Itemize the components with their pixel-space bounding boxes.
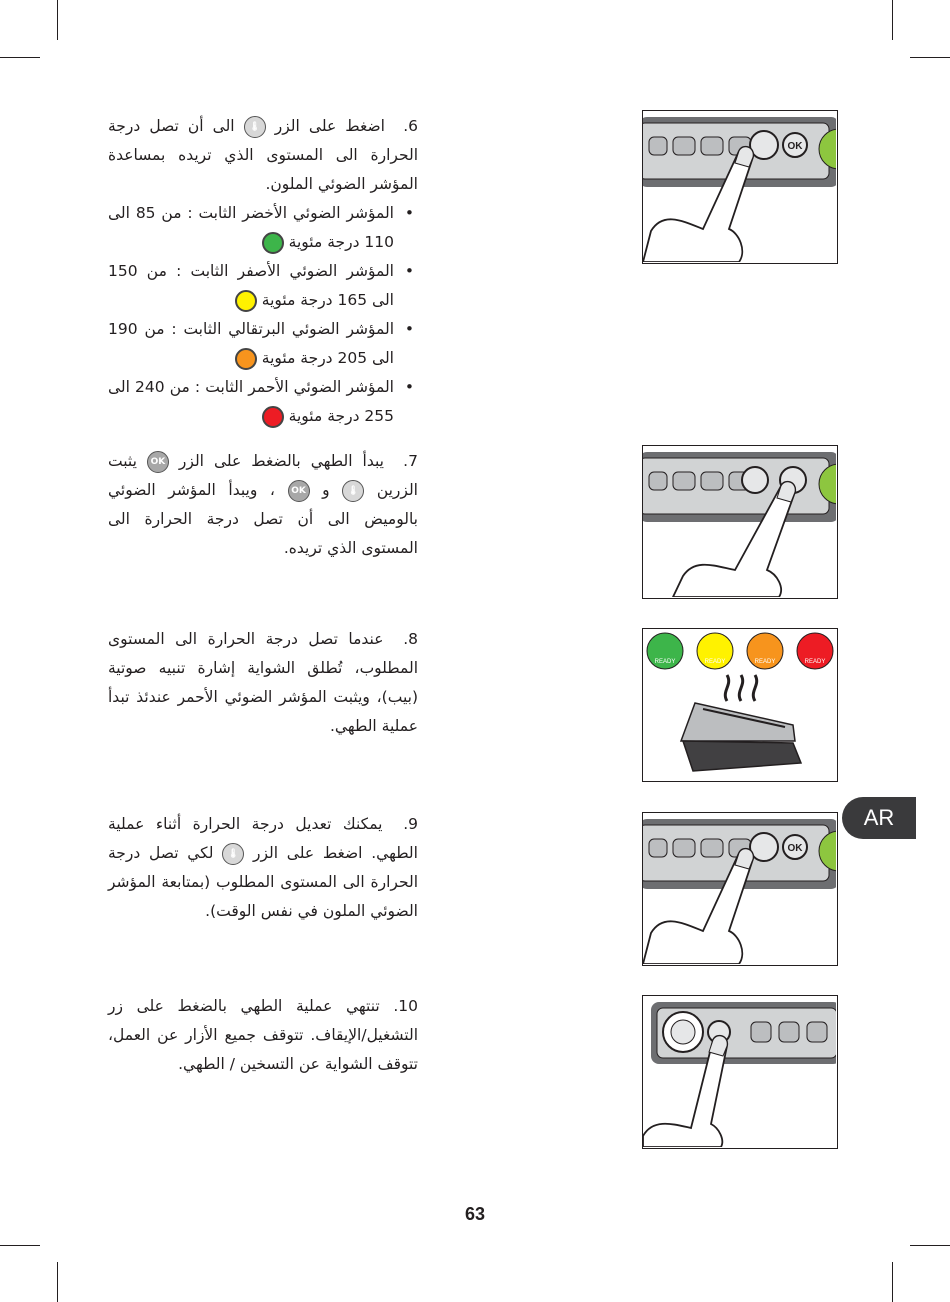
svg-text:OK: OK <box>787 141 803 152</box>
crop-mark <box>910 57 950 58</box>
thermometer-icon: 🌡 <box>342 480 364 502</box>
ready-label: READY <box>704 659 726 665</box>
crop-mark <box>0 57 40 58</box>
step-number: 9. <box>403 815 418 833</box>
led-item-yellow <box>108 257 418 315</box>
control-panel-illustration <box>643 813 836 964</box>
ok-button-icon: OK <box>288 480 310 502</box>
step-number: 8. <box>403 630 418 648</box>
step-text: يبدأ الطهي بالضغط على الزر <box>178 452 384 470</box>
ready-orange-icon <box>747 633 783 669</box>
step-10 <box>108 992 418 1079</box>
led-text: المؤشر الضوئي البرتقالي الثابت : من 190 الى 205 درجة مئوية <box>108 320 394 367</box>
crop-mark <box>0 1245 40 1246</box>
step-7-text <box>108 447 418 563</box>
step-text: لكي تصل درجة الحرارة الى المستوى المطلوب (بمتابعة المؤشر الضوئي الملون في نفس الوقت). <box>108 844 418 920</box>
step-text: عندما تصل درجة الحرارة الى المستوى المطلوب، تُطلق الشواية إشارة تنبيه صوتية (بيب)، ويثبت المؤشر الضوئي الأحمر عندئذ تبدأ عملية الطهي. <box>108 630 418 735</box>
step-text: تنتهي عملية الطهي بالضغط على زر التشغيل/الإيقاف. تتوقف جميع الأزار عن العمل، تتوقف الشواية عن التسخين / الطهي. <box>108 997 418 1073</box>
led-text: المؤشر الضوئي الأصفر الثابت : من 150 الى 165 درجة مئوية <box>108 262 394 309</box>
control-panel-illustration <box>643 446 836 597</box>
thermometer-icon: 🌡 <box>222 843 244 865</box>
green-led-icon <box>262 232 284 254</box>
step-number: 6. <box>403 117 418 135</box>
ready-green-icon <box>647 633 683 669</box>
red-led-icon <box>262 406 284 428</box>
led-item-red <box>108 373 418 431</box>
led-item-green <box>108 199 418 257</box>
step-6-intro <box>108 112 418 199</box>
page-number: 63 <box>464 1204 486 1224</box>
step-number: 10. <box>393 997 418 1015</box>
step-9 <box>108 810 418 926</box>
step-8 <box>108 625 418 741</box>
step-text: يمكنك تعديل درجة الحرارة أثناء عملية الطهي. اضغط على الزر <box>108 815 418 862</box>
ready-yellow-icon <box>697 633 733 669</box>
led-list <box>108 199 418 431</box>
led-item-orange <box>108 315 418 373</box>
control-panel-illustration <box>643 111 836 262</box>
led-text: المؤشر الضوئي الأحمر الثابت : من 240 الى 255 درجة مئوية <box>108 378 394 425</box>
orange-led-icon <box>235 348 257 370</box>
ready-label: READY <box>654 659 676 665</box>
figure-power-press <box>642 995 838 1149</box>
ok-button-icon: OK <box>147 451 169 473</box>
ready-red-icon <box>797 633 833 669</box>
crop-mark <box>892 1262 893 1302</box>
step-8-text <box>108 625 418 741</box>
step-text: الى أن تصل درجة الحرارة الى المستوى الذي تريده بمساعدة المؤشر الضوئي الملون. <box>108 117 418 193</box>
step-9-text <box>108 810 418 926</box>
thermometer-icon: 🌡 <box>244 116 266 138</box>
crop-mark <box>910 1245 950 1246</box>
grill-illustration <box>643 629 836 780</box>
figure-ok-press <box>642 445 838 599</box>
step-number: 7. <box>403 452 418 470</box>
figure-thermostat-press <box>642 110 838 264</box>
step-text: اضغط على الزر <box>274 117 385 135</box>
yellow-led-icon <box>235 290 257 312</box>
step-text: ، ويبدأ المؤشر الضوئي بالوميض الى أن تصل درجة الحرارة الى المستوى الذي تريده. <box>108 481 418 557</box>
ready-label: READY <box>804 659 826 665</box>
crop-mark <box>57 0 58 40</box>
figure-ready-grill <box>642 628 838 782</box>
crop-mark <box>57 1262 58 1302</box>
crop-mark <box>892 0 893 40</box>
step-10-text <box>108 992 418 1079</box>
svg-text:OK: OK <box>787 843 803 854</box>
step-7 <box>108 447 418 563</box>
figure-thermostat-adjust <box>642 812 838 966</box>
control-panel-illustration <box>643 996 836 1147</box>
step-6 <box>108 112 418 431</box>
language-tab: AR <box>842 797 916 839</box>
step-text: يثبت الزرين <box>108 452 418 499</box>
led-text: المؤشر الضوئي الأخضر الثابت : من 85 الى 110 درجة مئوية <box>108 204 394 251</box>
step-text: و <box>322 481 330 499</box>
ready-label: READY <box>754 659 776 665</box>
